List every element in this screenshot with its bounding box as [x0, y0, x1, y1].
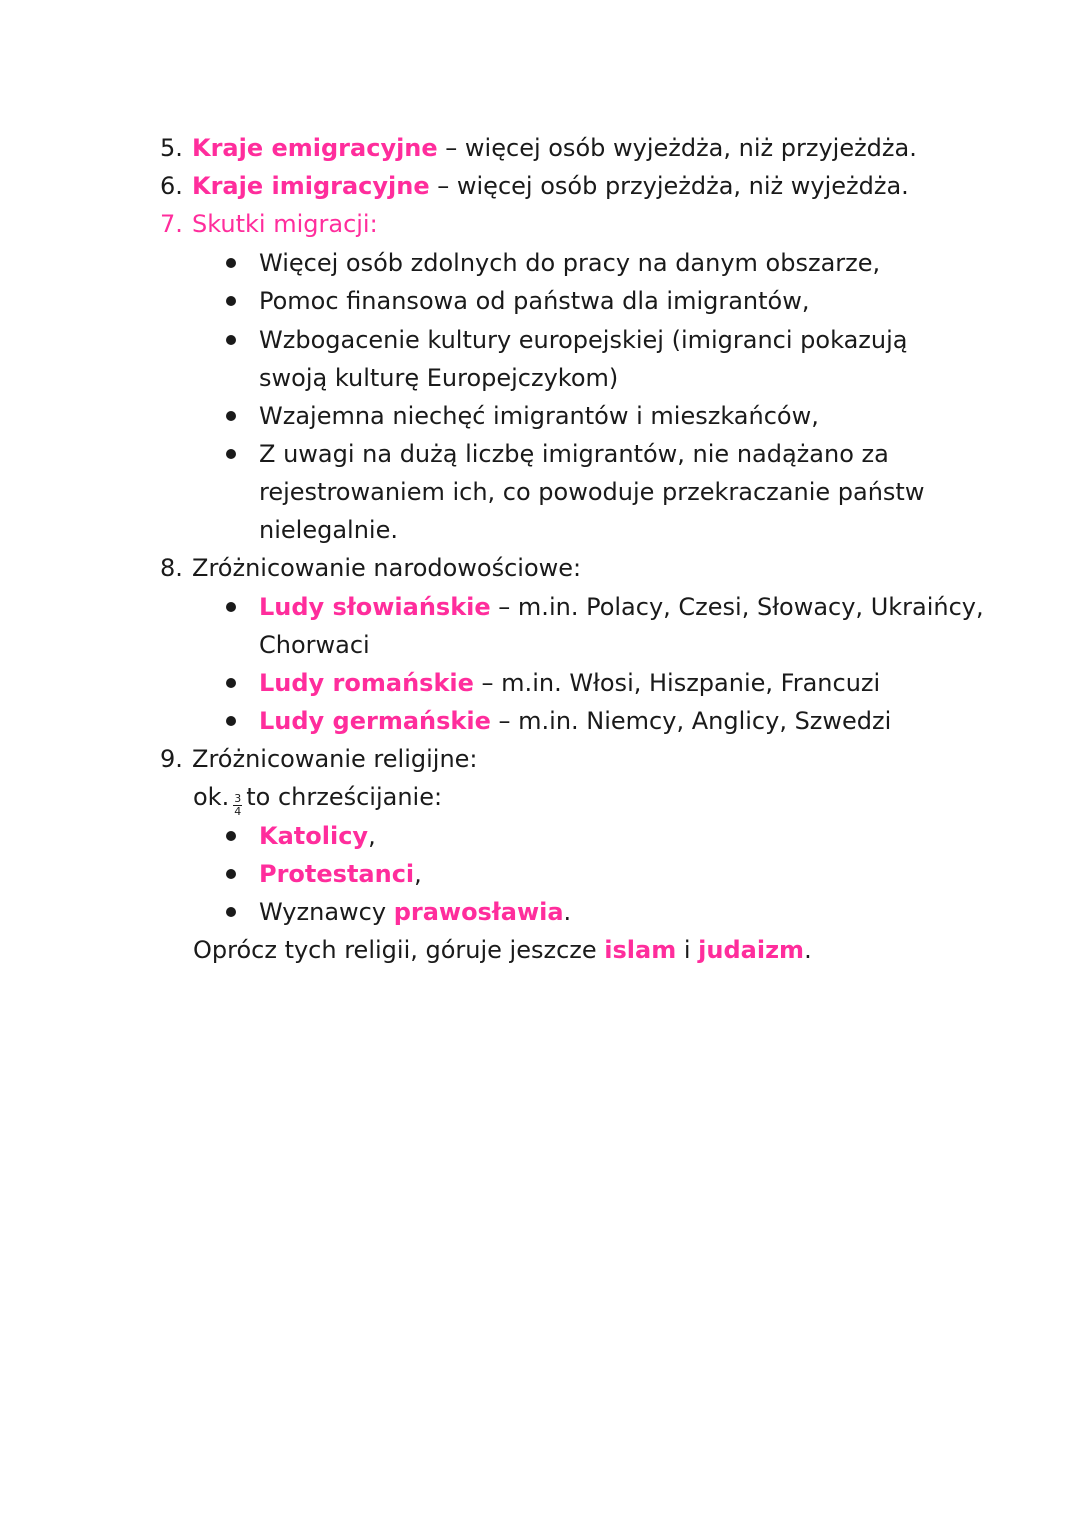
- item-8-heading: 8. Zróżnicowanie narodowościowe:: [160, 554, 582, 582]
- effect-line: Wzajemna niechęć imigrantów i mieszkańców,: [259, 402, 819, 430]
- bullet: [226, 716, 236, 726]
- term-immigration-countries: Kraje imigracyjne: [192, 172, 430, 200]
- nation-slavic-cont: Chorwaci: [259, 631, 370, 659]
- effect-line: Wzbogacenie kultury europejskiej (imigranci pokazują: [259, 326, 908, 354]
- bullet: [226, 335, 236, 345]
- item-9-heading: 9. Zróżnicowanie religijne:: [160, 745, 478, 773]
- fraction-three-quarters: $\frac{3}{4}$: [234, 792, 242, 818]
- item-5: 5. Kraje emigracyjne – więcej osób wyjeżdża, niż przyjeżdża.: [160, 134, 917, 162]
- bullet: [226, 411, 236, 421]
- bullet: [226, 449, 236, 459]
- bullet: [226, 602, 236, 612]
- effect-line: Z uwagi na dużą liczbę imigrantów, nie nadążano za: [259, 440, 889, 468]
- item-7-heading: 7. Skutki migracji:: [160, 210, 378, 238]
- religion-protestants: Protestanci,: [259, 860, 422, 888]
- bullet: [226, 678, 236, 688]
- bullet: [226, 258, 236, 268]
- effect-line: Pomoc finansowa od państwa dla imigrantów,: [259, 287, 810, 315]
- bullet: [226, 869, 236, 879]
- bullet: [226, 831, 236, 841]
- bullet: [226, 296, 236, 306]
- term-emigration-countries: Kraje emigracyjne: [192, 134, 438, 162]
- nation-slavic: Ludy słowiańskie – m.in. Polacy, Czesi, Słowacy, Ukraińcy,: [259, 593, 984, 621]
- religion-intro: ok. $\frac{3}{4}$ to chrześcijanie:: [193, 783, 443, 818]
- effect-line: nielegalnie.: [259, 516, 398, 544]
- effect-line: swoją kulturę Europejczykom): [259, 364, 619, 392]
- religion-closing: Oprócz tych religii, góruje jeszcze islam i judaizm.: [193, 936, 812, 964]
- nation-germanic: Ludy germańskie – m.in. Niemcy, Anglicy, Szwedzi: [259, 707, 892, 735]
- nation-romance: Ludy romańskie – m.in. Włosi, Hiszpanie, Francuzi: [259, 669, 881, 697]
- effect-line: Więcej osób zdolnych do pracy na danym obszarze,: [259, 249, 881, 277]
- religion-catholics: Katolicy,: [259, 822, 376, 850]
- effect-line: rejestrowaniem ich, co powoduje przekraczanie państw: [259, 478, 925, 506]
- item-6: 6. Kraje imigracyjne – więcej osób przyjeżdża, niż wyjeżdża.: [160, 172, 909, 200]
- religion-orthodox: Wyznawcy prawosławia.: [259, 898, 572, 926]
- bullet: [226, 907, 236, 917]
